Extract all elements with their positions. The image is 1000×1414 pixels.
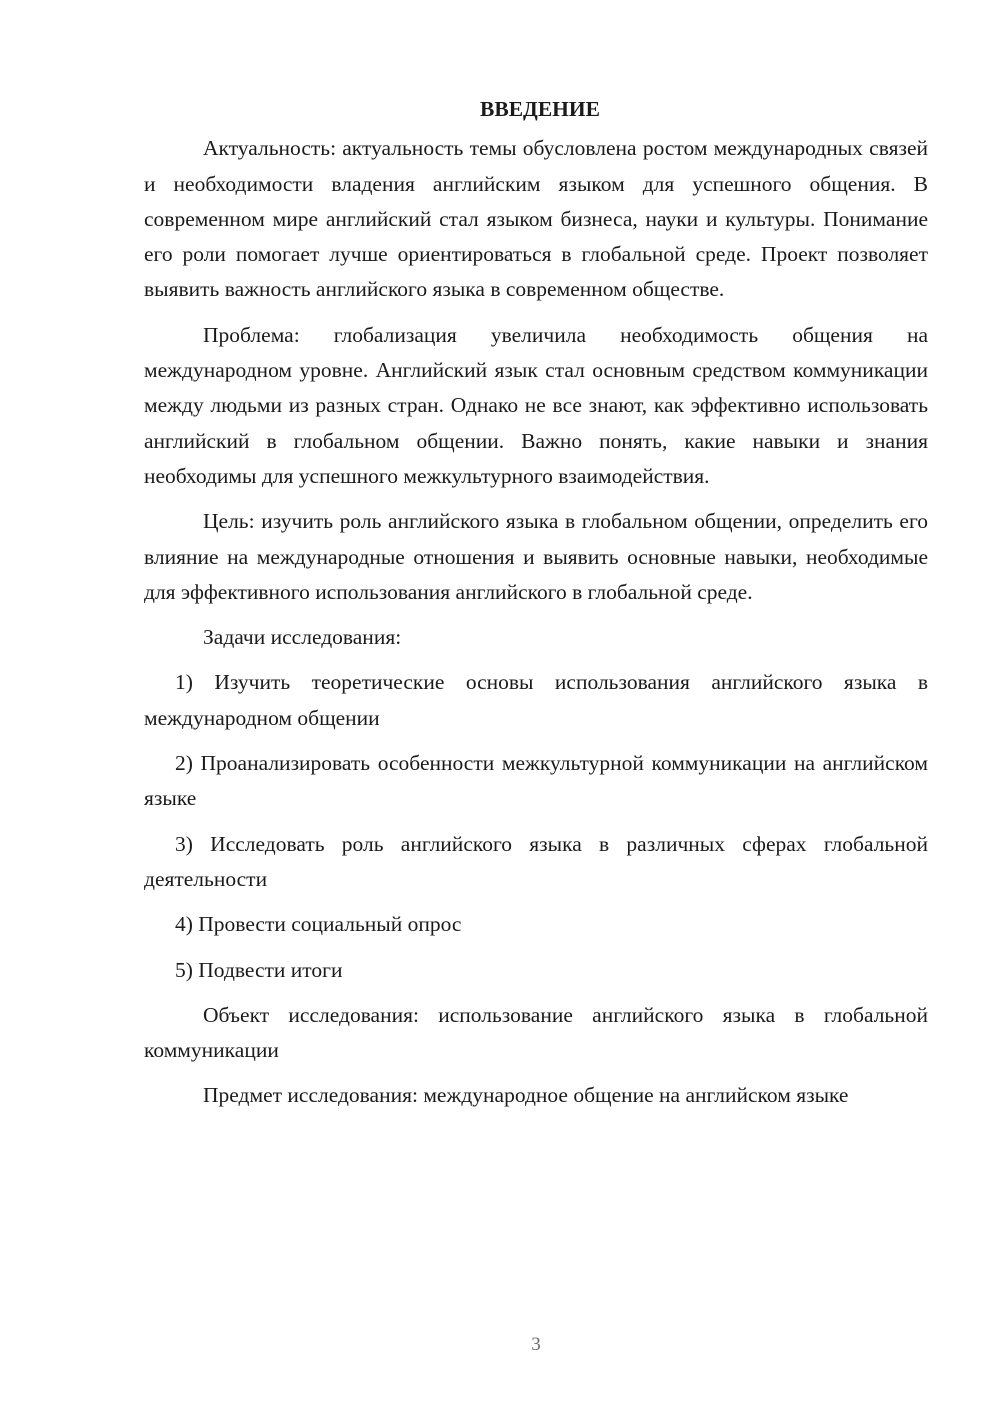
tasks-list <box>144 665 928 987</box>
paragraph-goal: Цель: изучить роль английского языка в глобальном общении, определить его влияние на международные отношения и выявить основные навыки, необходимые для эффективного использования английского в глобальной среде. <box>144 509 928 604</box>
paragraph-subject: Предмет исследования: международное общение на английском языке <box>203 1083 849 1108</box>
paragraph-problem: Проблема: глобализация увеличила необходимость общения на международном уровне. Английский язык стал основным средством коммуникации между людьми из разных стран. Однако не все знают, как эффективно использовать английский в глобальном общении. Важно понять, какие навыки и знания необходимы для успешного межкультурного взаимодействия. <box>144 322 928 488</box>
list-item: 1) Изучить теоретические основы использования английского языка в международном общении <box>144 670 928 730</box>
list-item: 4) Провести социальный опрос <box>175 912 462 937</box>
section-title: ВВЕДЕНИЕ <box>480 97 600 121</box>
paragraph-relevance: Актуальность: актуальность темы обусловлена ростом международных связей и необходимости владения английским языком для успешного общения. В современном мире английский стал языком бизнеса, науки и культуры. Понимание его роли помогает лучше ориентироваться в глобальной среде. Проект позволяет выявить важность английского языка в современном обществе. <box>144 136 928 302</box>
document-page <box>144 92 928 1114</box>
list-item: 3) Исследовать роль английского языка в различных сферах глобальной деятельности <box>144 831 928 891</box>
paragraph-object: Объект исследования: использование английского языка в глобальной коммуникации <box>144 1002 928 1063</box>
tasks-heading: Задачи исследования: <box>203 625 402 650</box>
list-item: 5) Подвести итоги <box>175 957 343 982</box>
page-number: 3 <box>531 1334 541 1355</box>
list-item: 2) Проанализировать особенности межкультурной коммуникации на английском языке <box>144 751 928 811</box>
